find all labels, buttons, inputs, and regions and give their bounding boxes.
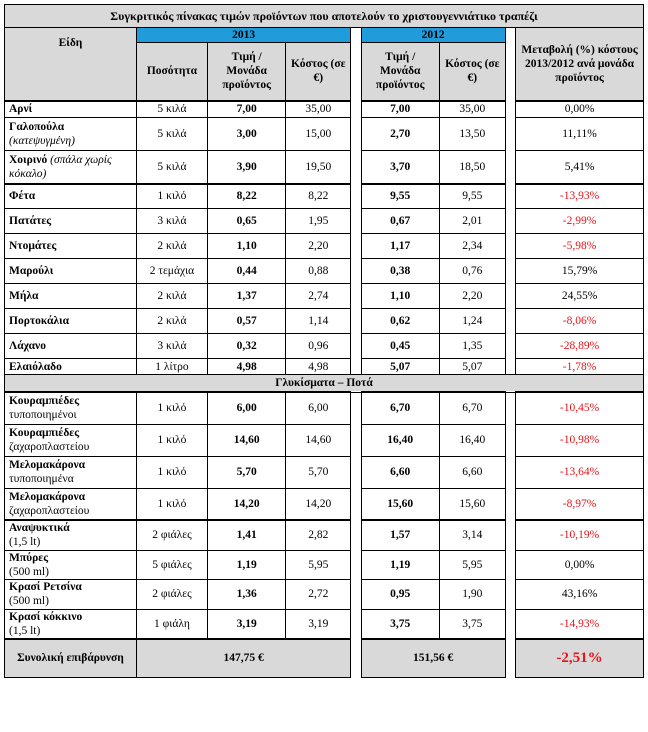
cost-2012-cell: 1,24 [439,309,505,334]
unit-price-2013-cell: 0,65 [208,209,286,234]
change-cell: 0,00% [516,550,644,579]
cost-2012-cell: 5,95 [439,550,505,579]
column-separator [351,28,361,101]
table-row [5,118,644,151]
column-separator [351,259,361,284]
table-row [5,609,644,639]
unit-price-2012-cell: 6,60 [361,456,439,488]
cost-2013-cell: 4,98 [286,359,351,375]
column-separator [351,151,361,184]
cost-2013-cell: 5,95 [286,550,351,579]
cost-2013-cell: 2,20 [286,234,351,259]
table-row [5,284,644,309]
column-separator [351,456,361,488]
table-row [5,151,644,184]
column-separator [505,456,515,488]
unit-price-2012-cell: 1,10 [361,284,439,309]
unit-price-2012-cell: 1,17 [361,234,439,259]
item-name-cell [5,609,137,639]
item-name: Μπύρες [9,551,49,564]
unit-price-2012-cell: 1,57 [361,520,439,550]
unit-price-2013-cell: 1,19 [208,550,286,579]
column-separator [505,284,515,309]
column-separator [351,424,361,456]
item-name: Γαλοπούλα [9,121,65,133]
item-name: Μελομακάρονα [9,459,86,471]
table-row [5,309,644,334]
item-name: Αρνί [9,103,33,116]
column-separator [505,309,515,334]
cost-2013-cell: 35,00 [286,101,351,118]
item-name-cell [5,234,137,259]
change-cell: 5,41% [516,151,644,184]
cost-2012-cell: 13,50 [439,118,505,151]
table-row [5,456,644,488]
unit-price-2012-cell: 3,70 [361,151,439,184]
unit-price-2013-cell: 3,00 [208,118,286,151]
unit-price-2013-cell: 4,98 [208,359,286,375]
column-separator [351,309,361,334]
header-quantity: Ποσότητα [136,43,207,101]
column-separator [351,118,361,151]
column-separator [351,639,361,677]
item-name-cell [5,151,137,184]
item-detail: (κατεψυγμένη) [9,135,75,147]
column-separator [505,118,515,151]
item-name-cell [5,309,137,334]
table-row [5,209,644,234]
column-separator [505,359,515,375]
item-detail: (1,5 lt) [9,624,41,637]
quantity-cell: 1 κιλό [136,456,207,488]
header-items: Είδη [5,28,137,101]
column-separator [351,550,361,579]
cost-2013-cell: 2,72 [286,579,351,609]
cost-2013-cell: 2,82 [286,520,351,550]
quantity-cell: 3 κιλά [136,334,207,359]
cost-2013-cell: 0,96 [286,334,351,359]
item-name: Κουραμπιέδες [9,395,80,408]
cost-2012-cell: 5,07 [439,359,505,375]
header-year-2012: 2012 [361,28,505,43]
quantity-cell: 2 κιλά [136,234,207,259]
item-detail: (1,5 lt) [9,536,41,549]
change-cell: -28,89% [516,334,644,359]
column-separator [351,609,361,639]
column-separator [351,209,361,234]
table-row [5,184,644,209]
header-cost-2012: Κόστος (σε €) [439,43,505,101]
unit-price-2013-cell: 6,00 [208,392,286,424]
change-cell: 11,11% [516,118,644,151]
table-row [5,579,644,609]
quantity-cell: 5 κιλά [136,151,207,184]
item-detail: ζαχαροπλαστείου [9,441,90,453]
unit-price-2012-cell: 5,07 [361,359,439,375]
unit-price-2013-cell: 1,36 [208,579,286,609]
item-name: Ελαιόλαδο [9,360,62,373]
unit-price-2012-cell: 6,70 [361,392,439,424]
item-detail: (500 ml) [9,565,49,578]
item-name: Μελομακάρονα [9,490,86,503]
change-cell: -10,98% [516,424,644,456]
quantity-cell: 2 κιλά [136,284,207,309]
column-separator [351,101,361,118]
cost-2013-cell: 6,00 [286,392,351,424]
change-cell: -8,97% [516,488,644,520]
unit-price-2013-cell: 5,70 [208,456,286,488]
column-separator [505,579,515,609]
item-name-cell [5,259,137,284]
quantity-cell: 1 λίτρο [136,359,207,375]
section-sweets-drinks: Γλυκίσματα – Ποτά [5,375,644,393]
cost-2012-cell: 9,55 [439,184,505,209]
item-name: Πορτοκάλια [9,315,70,327]
change-cell: -14,93% [516,609,644,639]
item-detail: (σπάλα χωρίς κόκαλο) [9,153,112,180]
column-separator [505,639,515,677]
quantity-cell: 1 κιλό [136,184,207,209]
change-cell: -2,99% [516,209,644,234]
change-cell: -8,06% [516,309,644,334]
column-separator [351,334,361,359]
quantity-cell: 1 κιλό [136,424,207,456]
column-separator [505,609,515,639]
quantity-cell: 2 τεμάχια [136,259,207,284]
cost-2012-cell: 1,35 [439,334,505,359]
unit-price-2013-cell: 1,10 [208,234,286,259]
cost-2012-cell: 2,20 [439,284,505,309]
totals-label: Συνολική επιβάρυνση [5,639,137,677]
change-cell: 0,00% [516,101,644,118]
item-name-cell [5,456,137,488]
column-separator [505,334,515,359]
cost-2013-cell: 5,70 [286,456,351,488]
unit-price-2012-cell: 7,00 [361,101,439,118]
cost-2012-cell: 3,14 [439,520,505,550]
unit-price-2013-cell: 1,41 [208,520,286,550]
column-separator [505,209,515,234]
cost-2013-cell: 19,50 [286,151,351,184]
item-detail: τυποποιημένα [9,473,74,485]
item-name-cell [5,550,137,579]
total-change: -2,51% [516,639,644,677]
change-cell: 24,55% [516,284,644,309]
unit-price-2012-cell: 2,70 [361,118,439,151]
column-separator [505,234,515,259]
cost-2012-cell: 16,40 [439,424,505,456]
item-name: Κρασί κόκκινο [9,610,83,623]
column-separator [505,520,515,550]
column-separator [505,101,515,118]
column-separator [351,579,361,609]
item-name-cell [5,184,137,209]
item-name: Μαρούλι [9,265,54,277]
column-separator [505,550,515,579]
cost-2012-cell: 6,60 [439,456,505,488]
unit-price-2013-cell: 14,20 [208,488,286,520]
item-name: Ντομάτες [9,240,57,252]
header-change: Μεταβολή (%) κόστους 2013/2012 ανά μονάδα προϊόντος [516,28,644,101]
change-cell: -13,64% [516,456,644,488]
item-name-cell [5,520,137,550]
unit-price-2012-cell: 0,62 [361,309,439,334]
header-unit-price-2012: Τιμή / Μονάδα προϊόντος [361,43,439,101]
item-name: Λάχανο [9,340,46,352]
item-name: Φέτα [9,190,36,203]
cost-2012-cell: 3,75 [439,609,505,639]
change-cell: 15,79% [516,259,644,284]
unit-price-2012-cell: 1,19 [361,550,439,579]
cost-2012-cell: 0,76 [439,259,505,284]
table-row [5,520,644,550]
cost-2012-cell: 6,70 [439,392,505,424]
item-name-cell [5,424,137,456]
cost-2013-cell: 14,60 [286,424,351,456]
cost-2012-cell: 35,00 [439,101,505,118]
food-rows [5,101,644,375]
column-separator [505,28,515,101]
change-cell: -10,45% [516,392,644,424]
quantity-cell: 1 φιάλη [136,609,207,639]
unit-price-2013-cell: 3,19 [208,609,286,639]
unit-price-2012-cell: 0,95 [361,579,439,609]
quantity-cell: 2 φιάλες [136,579,207,609]
item-name-cell [5,101,137,118]
item-name: Πατάτες [9,215,52,227]
item-detail: (500 ml) [9,595,49,607]
item-name-cell [5,392,137,424]
table-row [5,424,644,456]
unit-price-2012-cell: 0,38 [361,259,439,284]
cost-2013-cell: 15,00 [286,118,351,151]
column-separator [351,284,361,309]
unit-price-2013-cell: 1,37 [208,284,286,309]
cost-2012-cell: 15,60 [439,488,505,520]
item-detail: ζαχαροπλαστείου [9,504,90,517]
cost-2013-cell: 1,14 [286,309,351,334]
column-separator [351,359,361,375]
cost-2012-cell: 2,01 [439,209,505,234]
table-row [5,334,644,359]
item-name-cell [5,118,137,151]
table-row [5,259,644,284]
quantity-cell: 3 κιλά [136,209,207,234]
change-cell: -5,98% [516,234,644,259]
unit-price-2013-cell: 3,90 [208,151,286,184]
sweets-drinks-rows [5,392,644,639]
item-name-cell [5,209,137,234]
table-title: Συγκριτικός πίνακας τιμών προϊόντων που αποτελούν το χριστουγεννιάτικο τραπέζι [5,5,644,28]
unit-price-2012-cell: 9,55 [361,184,439,209]
quantity-cell: 2 κιλά [136,309,207,334]
item-name-cell [5,579,137,609]
totals-row [5,639,644,677]
price-comparison-table [4,4,644,678]
unit-price-2012-cell: 3,75 [361,609,439,639]
unit-price-2013-cell: 7,00 [208,101,286,118]
unit-price-2012-cell: 16,40 [361,424,439,456]
item-name: Κουραμπιέδες [9,427,80,439]
quantity-cell: 2 φιάλες [136,520,207,550]
item-name-cell [5,488,137,520]
cost-2013-cell: 0,88 [286,259,351,284]
column-separator [505,184,515,209]
column-separator [351,184,361,209]
change-cell: 43,16% [516,579,644,609]
table-row [5,359,644,375]
unit-price-2012-cell: 0,67 [361,209,439,234]
table-row [5,550,644,579]
quantity-cell: 5 κιλά [136,101,207,118]
column-separator [351,488,361,520]
item-name-cell [5,284,137,309]
unit-price-2013-cell: 0,44 [208,259,286,284]
cost-2012-cell: 18,50 [439,151,505,184]
item-name: Μήλα [9,290,39,302]
unit-price-2013-cell: 14,60 [208,424,286,456]
column-separator [351,520,361,550]
quantity-cell: 5 κιλά [136,118,207,151]
unit-price-2013-cell: 0,32 [208,334,286,359]
cost-2013-cell: 1,95 [286,209,351,234]
column-separator [505,392,515,424]
change-cell: -13,93% [516,184,644,209]
cost-2013-cell: 2,74 [286,284,351,309]
cost-2012-cell: 2,34 [439,234,505,259]
column-separator [505,424,515,456]
cost-2013-cell: 3,19 [286,609,351,639]
item-detail: τυποποιημένοι [9,409,77,422]
item-name: Αναψυκτικά [9,522,70,535]
total-2013: 147,75 € [136,639,350,677]
cost-2013-cell: 8,22 [286,184,351,209]
header-year-2013: 2013 [136,28,350,43]
table-row [5,392,644,424]
header-unit-price-2013: Τιμή / Μονάδα προϊόντος [208,43,286,101]
unit-price-2013-cell: 0,57 [208,309,286,334]
unit-price-2012-cell: 0,45 [361,334,439,359]
change-cell: -10,19% [516,520,644,550]
total-2012: 151,56 € [361,639,505,677]
quantity-cell: 1 κιλό [136,392,207,424]
header-cost-2013: Κόστος (σε €) [286,43,351,101]
cost-2013-cell: 14,20 [286,488,351,520]
item-name-cell [5,359,137,375]
unit-price-2012-cell: 15,60 [361,488,439,520]
column-separator [351,392,361,424]
column-separator [505,259,515,284]
table-row [5,101,644,118]
item-name: Κρασί Ρετσίνα [9,581,82,593]
quantity-cell: 1 κιλό [136,488,207,520]
cost-2012-cell: 1,90 [439,579,505,609]
unit-price-2013-cell: 8,22 [208,184,286,209]
quantity-cell: 5 φιάλες [136,550,207,579]
table-row [5,488,644,520]
item-name-cell [5,334,137,359]
column-separator [505,488,515,520]
item-name: Χοιρινό [9,153,48,166]
change-cell: -1,78% [516,359,644,375]
column-separator [505,151,515,184]
column-separator [351,234,361,259]
table-row [5,234,644,259]
